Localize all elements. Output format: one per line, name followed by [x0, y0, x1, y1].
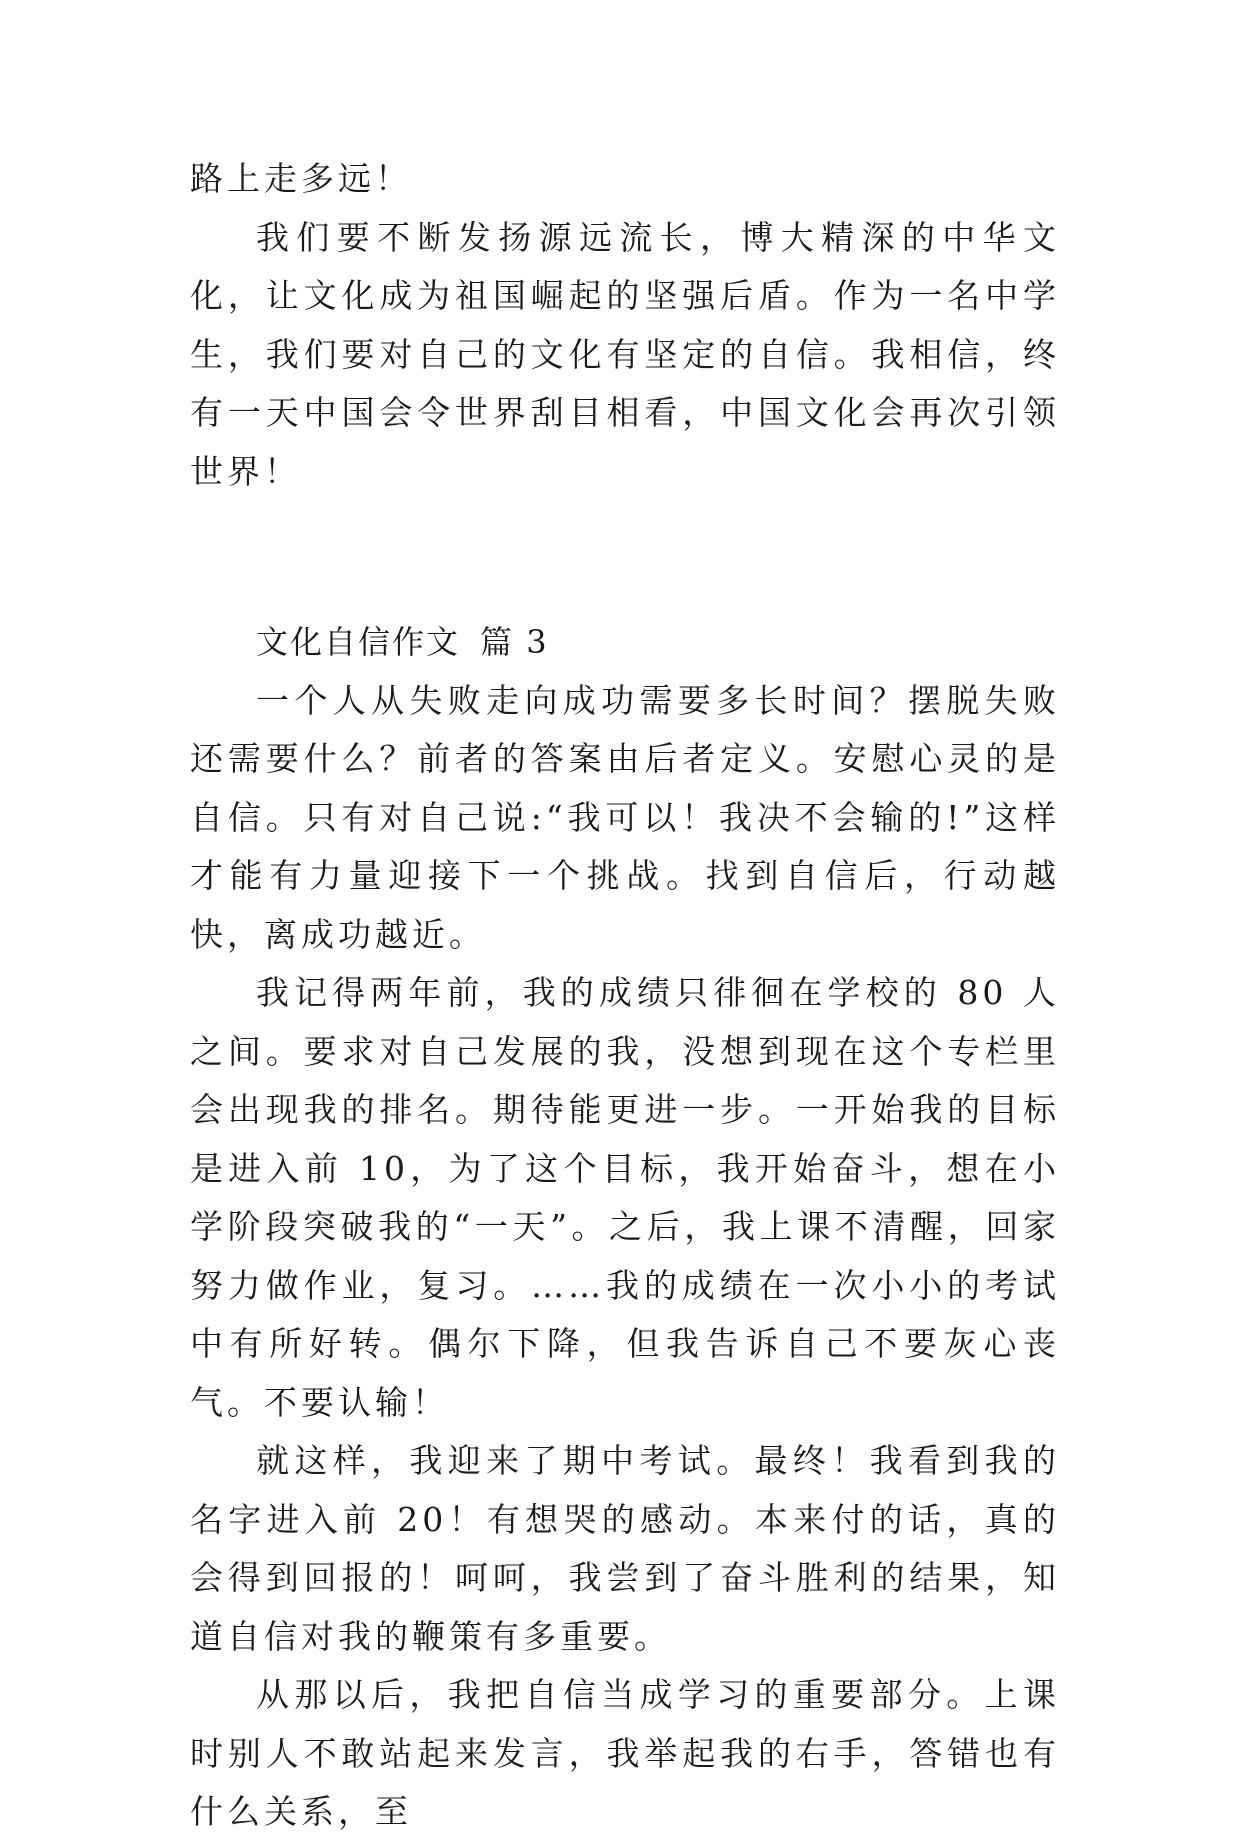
section-title: 文化自信作文	[256, 623, 461, 661]
paragraph-3: 就这样，我迎来了期中考试。最终！我看到我的名字进入前 20！有想哭的感动。本来付的话，真的会得到回报的！呵呵，我尝到了奋斗胜利的结果，知道自信对我的鞭策有多重要。	[190, 1441, 1060, 1656]
paragraph-continuation: 路上走多远！	[190, 159, 412, 198]
paragraph-1: 一个人从失败走向成功需要多长时间？摆脱失败还需要什么？前者的答案由后者定义。安慰心灵的是自信。只有对自己说:“我可以！我决不会输的!”这样才能有力量迎接下一个挑战。找到自信后，行动越快，离成功越近。	[190, 680, 1060, 954]
paragraph-2: 我记得两年前，我的成绩只徘徊在学校的 80 人之间。要求对自己发展的我，没想到现在这个专栏里会出现我的排名。期待能更进一步。一开始我的目标是进入前 10，为了这个目标，我开始奋斗，想在小学阶段突破我的“一天”。之后，我上课不清醒，回家努力做作业，复习。……我的成绩在一次小小的考试中有所好转。偶尔下降，但我告诉自己不要灰心丧气。不要认输！	[190, 973, 1060, 1422]
section-part-number: 篇 3	[480, 623, 549, 661]
section-heading	[190, 613, 1060, 672]
document-body	[190, 150, 1060, 1842]
paragraph-4: 从那以后，我把自信当成学习的重要部分。上课时别人不敢站起来发言，我举起我的右手，答错也有什么关系，至	[190, 1675, 1060, 1831]
paragraph-conclusion: 我们要不断发扬源远流长，博大精深的中华文化，让文化成为祖国崛起的坚强后盾。作为一名中学生，我们要对自己的文化有坚定的自信。我相信，终有一天中国会令世界刮目相看，中国文化会再次引领世界！	[190, 217, 1060, 491]
